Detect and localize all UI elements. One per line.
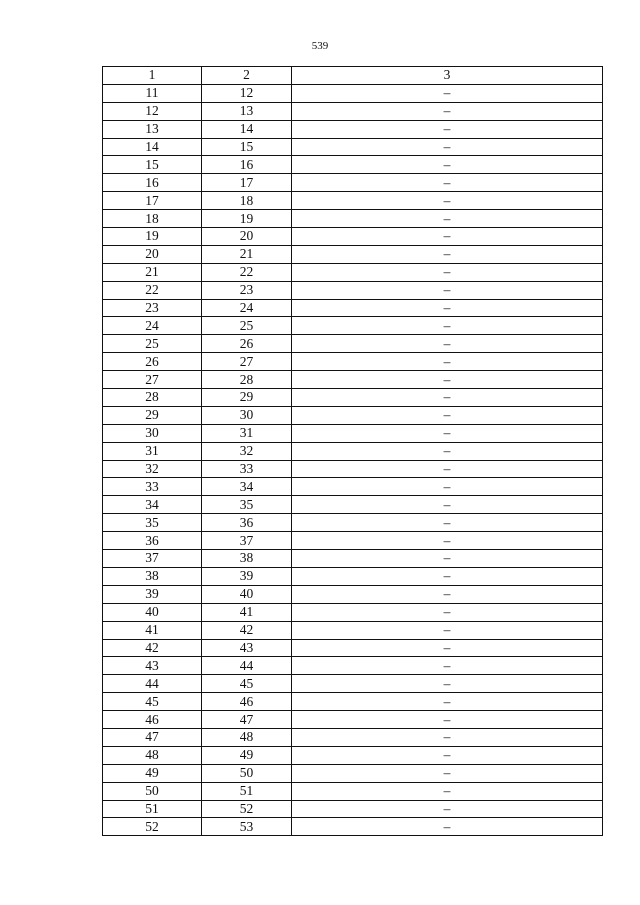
- table-cell-col3: –: [292, 406, 603, 424]
- table-cell-col3: –: [292, 317, 603, 335]
- table-cell-col1: 20: [103, 245, 202, 263]
- table-cell-col1: 23: [103, 299, 202, 317]
- table-cell-col2: 24: [202, 299, 292, 317]
- table-cell-col3: –: [292, 335, 603, 353]
- table-row: [103, 639, 603, 657]
- table-row: [103, 746, 603, 764]
- table-cell-col1: 34: [103, 496, 202, 514]
- table-cell-col3: –: [292, 746, 603, 764]
- table-row: [103, 228, 603, 246]
- table-cell-col3: –: [292, 639, 603, 657]
- table-cell-col1: 15: [103, 156, 202, 174]
- table-row: [103, 245, 603, 263]
- table-row: [103, 782, 603, 800]
- table-cell-col3: –: [292, 371, 603, 389]
- table-cell-col3: –: [292, 603, 603, 621]
- table-row: [103, 389, 603, 407]
- table-row: [103, 478, 603, 496]
- table-row: [103, 353, 603, 371]
- table-row: [103, 424, 603, 442]
- table-row: [103, 764, 603, 782]
- table-cell-col2: 28: [202, 371, 292, 389]
- table-cell-col2: 50: [202, 764, 292, 782]
- table-cell-col3: –: [292, 281, 603, 299]
- column-header-3: 3: [292, 67, 603, 85]
- table-cell-col2: 18: [202, 192, 292, 210]
- column-header-2: 2: [202, 67, 292, 85]
- table-cell-col3: –: [292, 818, 603, 836]
- table-cell-col3: –: [292, 782, 603, 800]
- table-cell-col1: 12: [103, 102, 202, 120]
- table-cell-col1: 17: [103, 192, 202, 210]
- table-cell-col2: 48: [202, 728, 292, 746]
- table-cell-col2: 22: [202, 263, 292, 281]
- table-cell-col1: 29: [103, 406, 202, 424]
- table-cell-col3: –: [292, 442, 603, 460]
- table-cell-col3: –: [292, 532, 603, 550]
- table-cell-col3: –: [292, 192, 603, 210]
- table-row: [103, 263, 603, 281]
- table-cell-col1: 19: [103, 228, 202, 246]
- table-cell-col3: –: [292, 102, 603, 120]
- table-cell-col2: 34: [202, 478, 292, 496]
- table-cell-col2: 53: [202, 818, 292, 836]
- table-cell-col3: –: [292, 800, 603, 818]
- table-cell-col2: 16: [202, 156, 292, 174]
- table-cell-col1: 52: [103, 818, 202, 836]
- table-cell-col1: 24: [103, 317, 202, 335]
- table-cell-col3: –: [292, 621, 603, 639]
- table-cell-col2: 25: [202, 317, 292, 335]
- table-cell-col2: 20: [202, 228, 292, 246]
- table-cell-col1: 26: [103, 353, 202, 371]
- table-cell-col3: –: [292, 263, 603, 281]
- table-cell-col1: 44: [103, 675, 202, 693]
- table-row: [103, 532, 603, 550]
- table-cell-col1: 39: [103, 585, 202, 603]
- table-cell-col3: –: [292, 711, 603, 729]
- table-row: [103, 603, 603, 621]
- table-row: [103, 496, 603, 514]
- table-cell-col2: 14: [202, 120, 292, 138]
- table-cell-col1: 32: [103, 460, 202, 478]
- table-cell-col3: –: [292, 299, 603, 317]
- table-cell-col2: 42: [202, 621, 292, 639]
- table-cell-col1: 18: [103, 210, 202, 228]
- table-cell-col3: –: [292, 424, 603, 442]
- table-cell-col2: 46: [202, 693, 292, 711]
- table-cell-col3: –: [292, 245, 603, 263]
- table-cell-col1: 28: [103, 389, 202, 407]
- table-cell-col1: 50: [103, 782, 202, 800]
- table-cell-col1: 37: [103, 550, 202, 568]
- table-cell-col1: 46: [103, 711, 202, 729]
- table-row: [103, 711, 603, 729]
- table-cell-col2: 29: [202, 389, 292, 407]
- table-cell-col3: –: [292, 389, 603, 407]
- table-cell-col1: 51: [103, 800, 202, 818]
- table-row: [103, 210, 603, 228]
- table-cell-col3: –: [292, 460, 603, 478]
- table-cell-col2: 40: [202, 585, 292, 603]
- table-cell-col2: 44: [202, 657, 292, 675]
- table-cell-col2: 35: [202, 496, 292, 514]
- table-cell-col1: 45: [103, 693, 202, 711]
- table-cell-col1: 16: [103, 174, 202, 192]
- table-cell-col3: –: [292, 567, 603, 585]
- table-cell-col1: 49: [103, 764, 202, 782]
- table-cell-col1: 42: [103, 639, 202, 657]
- table-cell-col1: 30: [103, 424, 202, 442]
- table-cell-col1: 25: [103, 335, 202, 353]
- table-row: [103, 675, 603, 693]
- table-row: [103, 335, 603, 353]
- table-row: [103, 281, 603, 299]
- table-cell-col1: 48: [103, 746, 202, 764]
- table-row: [103, 818, 603, 836]
- table-cell-col3: –: [292, 228, 603, 246]
- table-cell-col2: 41: [202, 603, 292, 621]
- table-cell-col1: 22: [103, 281, 202, 299]
- table-row: [103, 657, 603, 675]
- table-row: [103, 174, 603, 192]
- table-row: [103, 120, 603, 138]
- table-cell-col2: 32: [202, 442, 292, 460]
- table-cell-col2: 15: [202, 138, 292, 156]
- table-cell-col3: –: [292, 693, 603, 711]
- table-row: [103, 156, 603, 174]
- table-row: [103, 728, 603, 746]
- page-number: 539: [311, 40, 329, 52]
- table-cell-col2: 37: [202, 532, 292, 550]
- table-row: [103, 800, 603, 818]
- table-cell-col3: –: [292, 156, 603, 174]
- table-cell-col2: 43: [202, 639, 292, 657]
- table-cell-col1: 13: [103, 120, 202, 138]
- table-cell-col3: –: [292, 764, 603, 782]
- table-cell-col2: 39: [202, 567, 292, 585]
- table-cell-col1: 31: [103, 442, 202, 460]
- table-cell-col3: –: [292, 550, 603, 568]
- table-cell-col2: 30: [202, 406, 292, 424]
- table-cell-col3: –: [292, 496, 603, 514]
- table-row: [103, 460, 603, 478]
- table-row: [103, 406, 603, 424]
- table-row: [103, 585, 603, 603]
- table-cell-col2: 13: [202, 102, 292, 120]
- table-cell-col1: 47: [103, 728, 202, 746]
- table-cell-col2: 31: [202, 424, 292, 442]
- table-cell-col2: 19: [202, 210, 292, 228]
- table-row: [103, 138, 603, 156]
- table-row: [103, 693, 603, 711]
- table-cell-col3: –: [292, 353, 603, 371]
- table-cell-col2: 45: [202, 675, 292, 693]
- table-cell-col2: 21: [202, 245, 292, 263]
- table-cell-col2: 17: [202, 174, 292, 192]
- table-cell-col1: 14: [103, 138, 202, 156]
- table-row: [103, 621, 603, 639]
- table-cell-col1: 33: [103, 478, 202, 496]
- table-row: [103, 514, 603, 532]
- table-row: [103, 567, 603, 585]
- table-header-row: [103, 67, 603, 85]
- table-cell-col3: –: [292, 210, 603, 228]
- table-cell-col3: –: [292, 84, 603, 102]
- table-cell-col2: 26: [202, 335, 292, 353]
- table-cell-col2: 52: [202, 800, 292, 818]
- table-row: [103, 192, 603, 210]
- table-cell-col2: 49: [202, 746, 292, 764]
- table-cell-col3: –: [292, 675, 603, 693]
- table-cell-col2: 36: [202, 514, 292, 532]
- table-cell-col1: 41: [103, 621, 202, 639]
- table-cell-col3: –: [292, 585, 603, 603]
- table-cell-col1: 35: [103, 514, 202, 532]
- table-row: [103, 317, 603, 335]
- table-cell-col1: 40: [103, 603, 202, 621]
- table-cell-col3: –: [292, 728, 603, 746]
- table-cell-col3: –: [292, 478, 603, 496]
- table-cell-col3: –: [292, 120, 603, 138]
- table-cell-col1: 38: [103, 567, 202, 585]
- table-cell-col2: 23: [202, 281, 292, 299]
- table-row: [103, 371, 603, 389]
- table-row: [103, 84, 603, 102]
- table-cell-col3: –: [292, 514, 603, 532]
- table-cell-col1: 11: [103, 84, 202, 102]
- table-cell-col1: 27: [103, 371, 202, 389]
- table-body: [103, 84, 603, 835]
- table-row: [103, 550, 603, 568]
- table-row: [103, 442, 603, 460]
- table-cell-col3: –: [292, 138, 603, 156]
- table-cell-col3: –: [292, 657, 603, 675]
- table-cell-col2: 33: [202, 460, 292, 478]
- column-header-1: 1: [103, 67, 202, 85]
- table-cell-col1: 21: [103, 263, 202, 281]
- table-cell-col1: 43: [103, 657, 202, 675]
- table-row: [103, 299, 603, 317]
- table-cell-col1: 36: [103, 532, 202, 550]
- table-cell-col3: –: [292, 174, 603, 192]
- table-row: [103, 102, 603, 120]
- table-cell-col2: 47: [202, 711, 292, 729]
- data-table: [102, 66, 603, 836]
- table-cell-col2: 12: [202, 84, 292, 102]
- table-cell-col2: 51: [202, 782, 292, 800]
- table-cell-col2: 38: [202, 550, 292, 568]
- table-cell-col2: 27: [202, 353, 292, 371]
